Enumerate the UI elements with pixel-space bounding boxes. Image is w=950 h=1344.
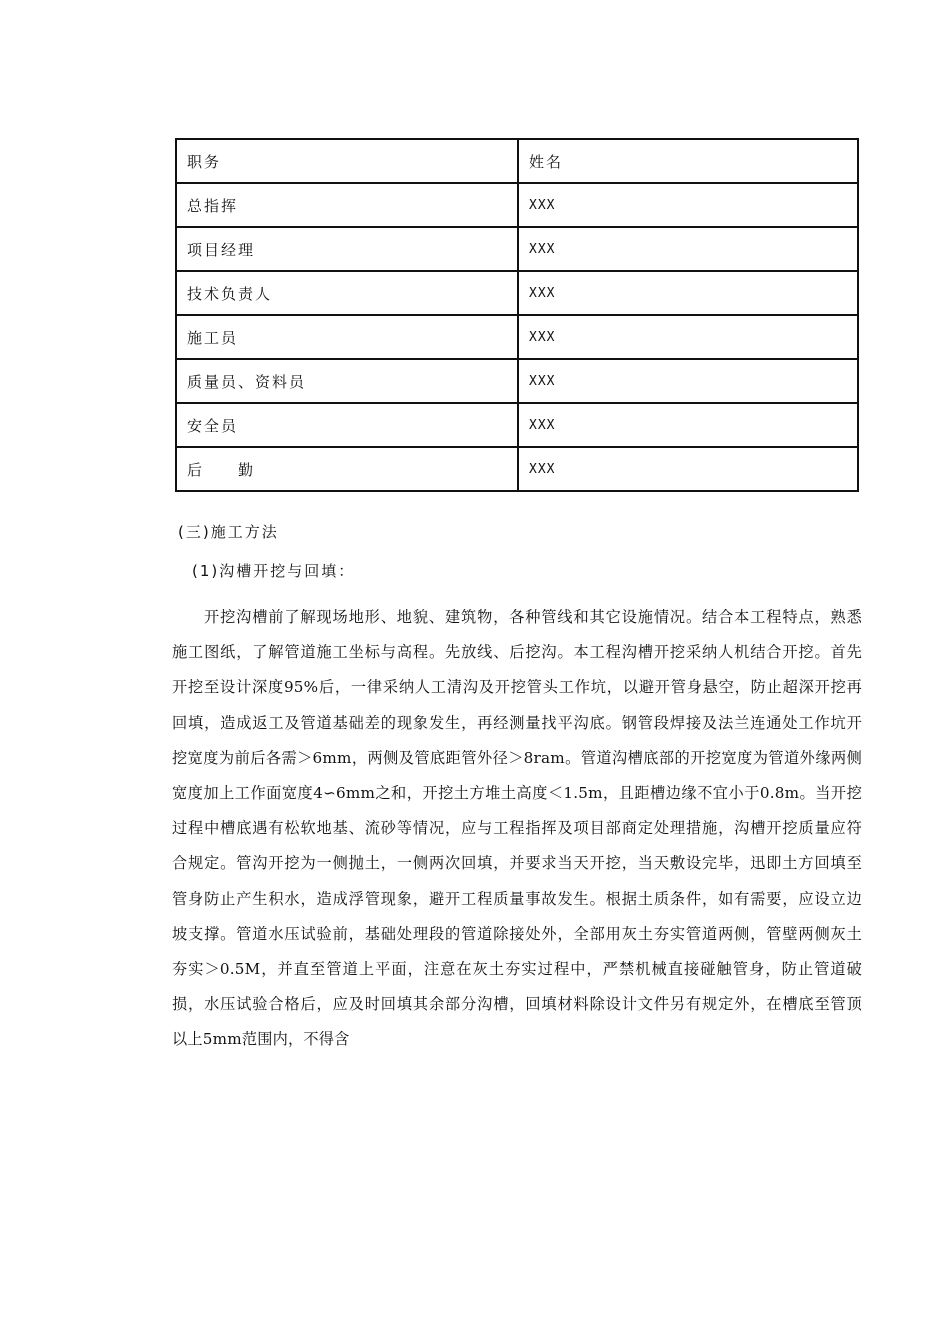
table-row [176, 447, 858, 491]
paragraph-line: 过程中槽底遇有松软地基、流砂等情况，应与工程指挥及项目部商定处理措施，沟槽开挖质量应符 [172, 819, 862, 838]
name-cell: XXX [518, 447, 858, 491]
paragraph-line: 以上5mm范围内，不得含 [172, 1030, 350, 1049]
paragraph-line: 损，水压试验合格后，应及时回填其余部分沟槽，回填材料除设计文件另有规定外，在槽底至管顶 [172, 995, 862, 1014]
table-row [176, 315, 858, 359]
table-row [176, 227, 858, 271]
name-cell: XXX [518, 183, 858, 227]
position-cell: 后 勤 [176, 447, 518, 491]
paragraph-line: 夯实＞0.5M，并直至管道上平面，注意在灰土夯实过程中，严禁机械直接碰触管身，防止管道破 [172, 960, 862, 979]
table-row [176, 403, 858, 447]
table-row [176, 359, 858, 403]
name-cell: XXX [518, 359, 858, 403]
name-cell: XXX [518, 315, 858, 359]
subsection-heading: (1)沟槽开挖与回填： [192, 562, 356, 580]
name-cell: XXX [518, 271, 858, 315]
name-cell: XXX [518, 227, 858, 271]
paragraph-line: 坡支撑。管道水压试验前，基础处理段的管道除接处外，全部用灰土夯实管道两侧，管壁两侧灰土 [172, 924, 862, 943]
paragraph-line: 合规定。管沟开挖为一侧抛土，一侧两次回填，并要求当天开挖，当天敷设完毕，迅即土方回填至 [172, 854, 862, 873]
paragraph-line: 回填，造成返工及管道基础差的现象发生，再经测量找平沟底。钢管段焊接及法兰连通处工作坑开 [172, 713, 862, 732]
table-row [176, 271, 858, 315]
header-cell-name: 姓名 [518, 139, 858, 183]
staff-table [175, 138, 859, 492]
position-cell: 项目经理 [176, 227, 518, 271]
position-cell: 技术负责人 [176, 271, 518, 315]
paragraph-line: 挖宽度为前后各需＞6mm，两侧及管底距管外径＞8ram。管道沟槽底部的开挖宽度为管道外缘两侧 [172, 748, 862, 767]
section-heading: (三)施工方法 [178, 523, 279, 541]
name-cell: XXX [518, 403, 858, 447]
paragraph-line: 开挖至设计深度95%后，一律采纳人工清沟及开挖管头工作坑，以避开管身悬空，防止超深开挖再 [172, 678, 862, 697]
position-cell: 施工员 [176, 315, 518, 359]
paragraph-line: 施工图纸，了解管道施工坐标与高程。先放线、后挖沟。本工程沟槽开挖采纳人机结合开挖。首先 [172, 643, 862, 662]
table-row [176, 183, 858, 227]
header-cell-position: 职务 [176, 139, 518, 183]
paragraph-line: 开挖沟槽前了解现场地形、地貌、建筑物，各种管线和其它设施情况。结合本工程特点，熟悉 [204, 608, 862, 626]
paragraph-line: 宽度加上工作面宽度4∽6mm之和，开挖土方堆土高度＜1.5m，且距槽边缘不宜小于0.8m。当开挖 [172, 784, 862, 803]
paragraph-line: 管身防止产生积水，造成浮管现象，避开工程质量事故发生。根据土质条件，如有需要，应设立边 [172, 889, 862, 908]
position-cell: 安全员 [176, 403, 518, 447]
position-cell: 总指挥 [176, 183, 518, 227]
table-header-row [176, 139, 858, 183]
body-paragraph [172, 600, 862, 1058]
position-cell: 质量员、资料员 [176, 359, 518, 403]
